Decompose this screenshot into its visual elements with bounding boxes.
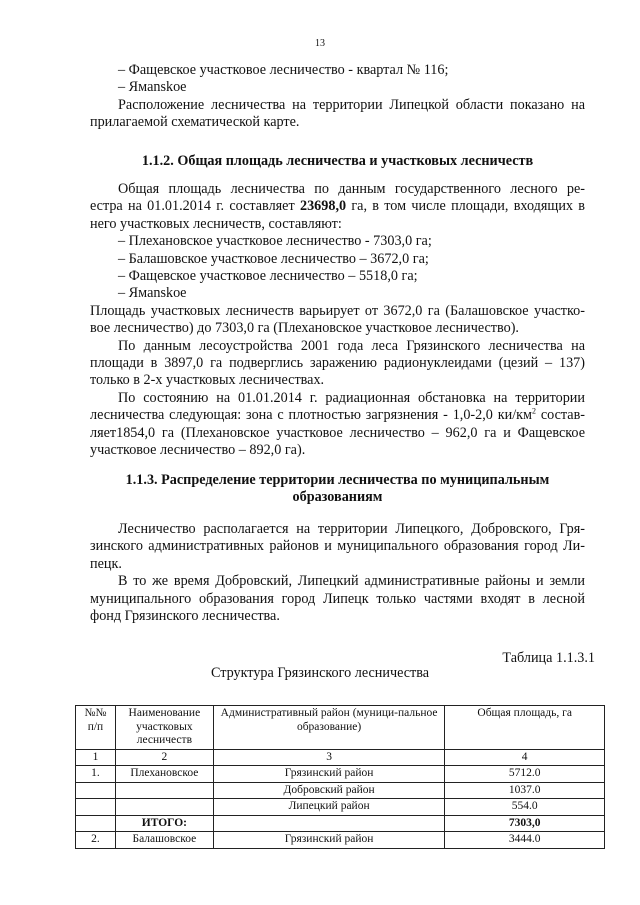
paragraph-line: Общая площадь лесничества по данным государственного лесного ре- (118, 181, 585, 197)
table-cell: 1037.0 (445, 782, 605, 799)
paragraph-line (90, 407, 585, 424)
total-area-value: 23698,0 (299, 198, 347, 215)
paragraph-line: Лесничество располагается на территории Липецкого, Добровского, Гря- (118, 521, 585, 537)
table-cell: 554.0 (445, 799, 605, 816)
table-row (76, 799, 605, 816)
paragraph-line: Расположение лесничества на территории Липецкой области показано на (118, 96, 585, 113)
table-total-row (76, 815, 605, 832)
table-cell: 3 (213, 749, 445, 766)
list-item: – Фащевское участковое лесничество - квартал № 116; (118, 62, 449, 78)
table-row (76, 782, 605, 799)
section-heading-1-1-3 (90, 472, 585, 507)
list-item: – Плехановское участковое лесничество - 7303,0 га; (118, 233, 432, 250)
text-span: естра на 01.01.2014 г. составляет (90, 198, 300, 215)
table-cell: Липецкий район (213, 799, 445, 816)
list-item (90, 285, 585, 302)
table-cell: 5712.0 (445, 766, 605, 783)
table-cell (76, 815, 116, 832)
paragraph-line: муниципального образования город Липецк только частями входят в лесной (90, 590, 585, 607)
table-cell: 1 (76, 749, 116, 766)
heading-line: образованиям (292, 489, 383, 506)
superscript: 2 (532, 406, 537, 416)
paragraph-line: фонд Грязинского лесничества. (90, 608, 280, 625)
table-cell: 1. (76, 766, 116, 783)
table-colnum-row (76, 749, 605, 766)
paragraph-line: вое лесничество) до 7303,0 га (Плехановское участковое лесничество). (90, 320, 519, 337)
list-item (90, 79, 585, 96)
table-header-row (76, 706, 605, 750)
text-span: лесничества следующая: зона с плотностью загрязнения - 1,0-2,0 ки/км (90, 407, 533, 424)
paragraph-line: пецк. (90, 555, 122, 572)
table-cell: Балашовское (115, 832, 213, 849)
item-yamanskoe: – Ямanskoe (118, 285, 187, 302)
section-1-1-2-body (90, 181, 585, 460)
table-header-cell: Общая площадь, га (445, 706, 605, 750)
text-span: состав- (536, 407, 586, 424)
table-cell: Грязинский район (213, 832, 445, 849)
table-title: Структура Грязинского лесничества (210, 665, 430, 681)
table-cell (76, 799, 116, 816)
table-cell: ИТОГО: (115, 815, 213, 832)
heading-line: 1.1.3. Распределение территории лесничества по муниципальным (125, 472, 550, 488)
paragraph-line: ляет1854,0 га (Плехановское участковое лесничество – 962,0 га и Фащевское (90, 424, 585, 441)
paragraph-line: участковое лесничество – 892,0 га). (90, 442, 306, 459)
table-cell (115, 782, 213, 799)
paragraph-line: зинского административных районов и муниципального образования город Ли- (90, 538, 585, 555)
table-header-cell: №№ п/п (76, 706, 116, 750)
paragraph-line (90, 198, 585, 215)
table-header-cell: Наименование участковых лесничеств (115, 706, 213, 750)
table-cell (213, 815, 445, 832)
table-cell: Плехановское (115, 766, 213, 783)
paragraph-line: него участковых лесничеств, составляют: (90, 215, 342, 232)
table-cell: 3444.0 (445, 832, 605, 849)
paragraph-line: По данным лесоустройства 2001 года леса Грязинского лесничества на (118, 337, 585, 354)
paragraph-line: только в 2-х участковых лесничествах. (90, 372, 325, 389)
table-row (76, 832, 605, 849)
paragraph-line: В то же время Добровский, Липецкий административные районы и земли (118, 573, 585, 590)
table-label: Таблица 1.1.3.1 (502, 650, 595, 666)
table-cell: Грязинский район (213, 766, 445, 783)
paragraph-line: Площадь участковых лесничеств варьирует от 3672,0 га (Балашовское участко- (90, 302, 585, 319)
table-cell (76, 782, 116, 799)
section-1-1-3-body (90, 521, 585, 625)
table-cell (115, 799, 213, 816)
list-item: – Фащевское участковое лесничество – 5518,0 га; (118, 268, 418, 285)
structure-table (75, 705, 605, 849)
section-heading-1-1-2: 1.1.2. Общая площадь лесничества и участковых лесничеств (141, 153, 534, 169)
table-cell: 7303,0 (445, 815, 605, 832)
table-cell: 4 (445, 749, 605, 766)
text-span: га, в том числе площади, входящих в (346, 198, 585, 215)
table-cell: 2 (115, 749, 213, 766)
table-row (76, 766, 605, 783)
table-header-cell: Административный район (муници-пальное образование) (213, 706, 445, 750)
table-cell: 2. (76, 832, 116, 849)
paragraph-line: площади в 3897,0 га подверглись заражению радионуклеидами (цезий – 137) (90, 355, 585, 372)
paragraph-line: прилагаемой схематической карте. (90, 114, 300, 131)
intro-block (90, 62, 585, 132)
page-number: 13 (315, 38, 325, 49)
intro-line2: – Ямanskoe (118, 79, 187, 96)
paragraph-line: По состоянию на 01.01.2014 г. радиационная обстановка на территории (118, 389, 585, 406)
table-cell: Добровский район (213, 782, 445, 799)
list-item: – Балашовское участковое лесничество – 3672,0 га; (118, 250, 429, 267)
